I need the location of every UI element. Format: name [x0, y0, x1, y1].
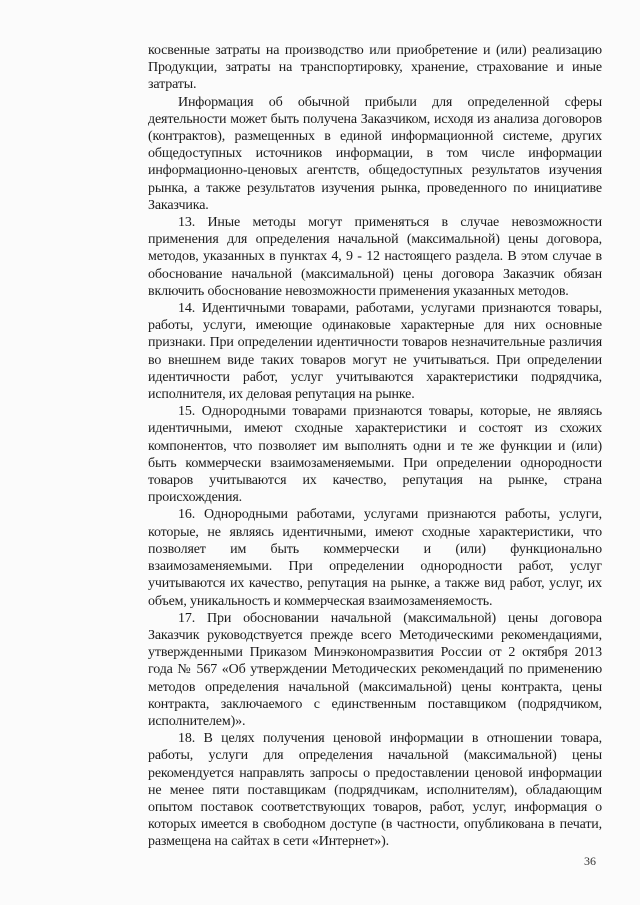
paragraph-14: 14. Идентичными товарами, работами, услугами признаются товары, работы, услуги, имеющие одинаковые характерные для них основные признаки. При определении идентичности товаров незначительные различия во внешнем виде таких товаров могут не учитываться. При определении идентичности работ, услуг учитываются характеристики подрядчика, исполнителя, их деловая репутация на рынке.	[148, 301, 602, 403]
paragraph-17: 17. При обосновании начальной (максимальной) цены договора Заказчик руководствуется прежде всего Методическими рекомендациями, утвержденными Приказом Минэкономразвития России от 2 октября 2013 года № 567 «Об утверждении Методических рекомендаций по применению методов определения начальной (максимальной) цены контракта, цены контракта, заключаемого с единственным поставщиком (подрядчиком, исполнителем)».	[148, 610, 602, 729]
document-body	[148, 42, 602, 851]
page-number: 36	[584, 854, 596, 868]
paragraph-15: 15. Однородными товарами признаются товары, которые, не являясь идентичными, имеют сходные характеристики и состоят из схожих компонентов, что позволяет им выполнять одни и те же функции и (или) быть коммерчески взаимозаменяемыми. При определении однородности товаров учитываются их качество, репутация на рынке, страна происхождения.	[148, 404, 602, 506]
paragraph-16: 16. Однородными работами, услугами признаются работы, услуги, которые, не являясь идентичными, имеют сходные характеристики, что позволяет им быть коммерчески и (или) функционально взаимозаменяемыми. При определении однородности работ, услуг учитываются их качество, репутация на рынке, а также вид работ, услуг, их объем, уникальность и коммерческая взаимозаменяемость.	[148, 507, 602, 609]
paragraph-normal-profit-info: Информация об обычной прибыли для определенной сферы деятельности может быть получена Заказчиком, исходя из анализа договоров (контрактов), размещенных в единой информационной системе, других общедоступных источников информации, в том числе информации информационно-ценовых агентств, общедоступных результатов изучения рынка, а также результатов изучения рынка, проведенного по инициативе Заказчика.	[148, 94, 602, 213]
paragraph-18: 18. В целях получения ценовой информации в отношении товара, работы, услуги для определения начальной (максимальной) цены рекомендуется направлять запросы о предоставлении ценовой информации не менее пяти поставщикам (подрядчикам, исполнителям), обладающим опытом поставок соответствующих товаров, работ, услуг, информация о которых имеется в свободном доступе (в частности, опубликована в печати, размещена на сайтах в сети «Интернет»).	[148, 731, 602, 850]
paragraph-13: 13. Иные методы могут применяться в случае невозможности применения для определения начальной (максимальной) цены договора, методов, указанных в пунктах 4, 9 - 12 настоящего раздела. В этом случае в обоснование начальной (максимальной) цены договора Заказчик обязан включить обоснование невозможности применения указанных методов.	[148, 215, 602, 299]
paragraph-continuation: косвенные затраты на производство или приобретение и (или) реализацию Продукции, затраты на транспортировку, хранение, страхование и иные затраты.	[148, 43, 602, 93]
